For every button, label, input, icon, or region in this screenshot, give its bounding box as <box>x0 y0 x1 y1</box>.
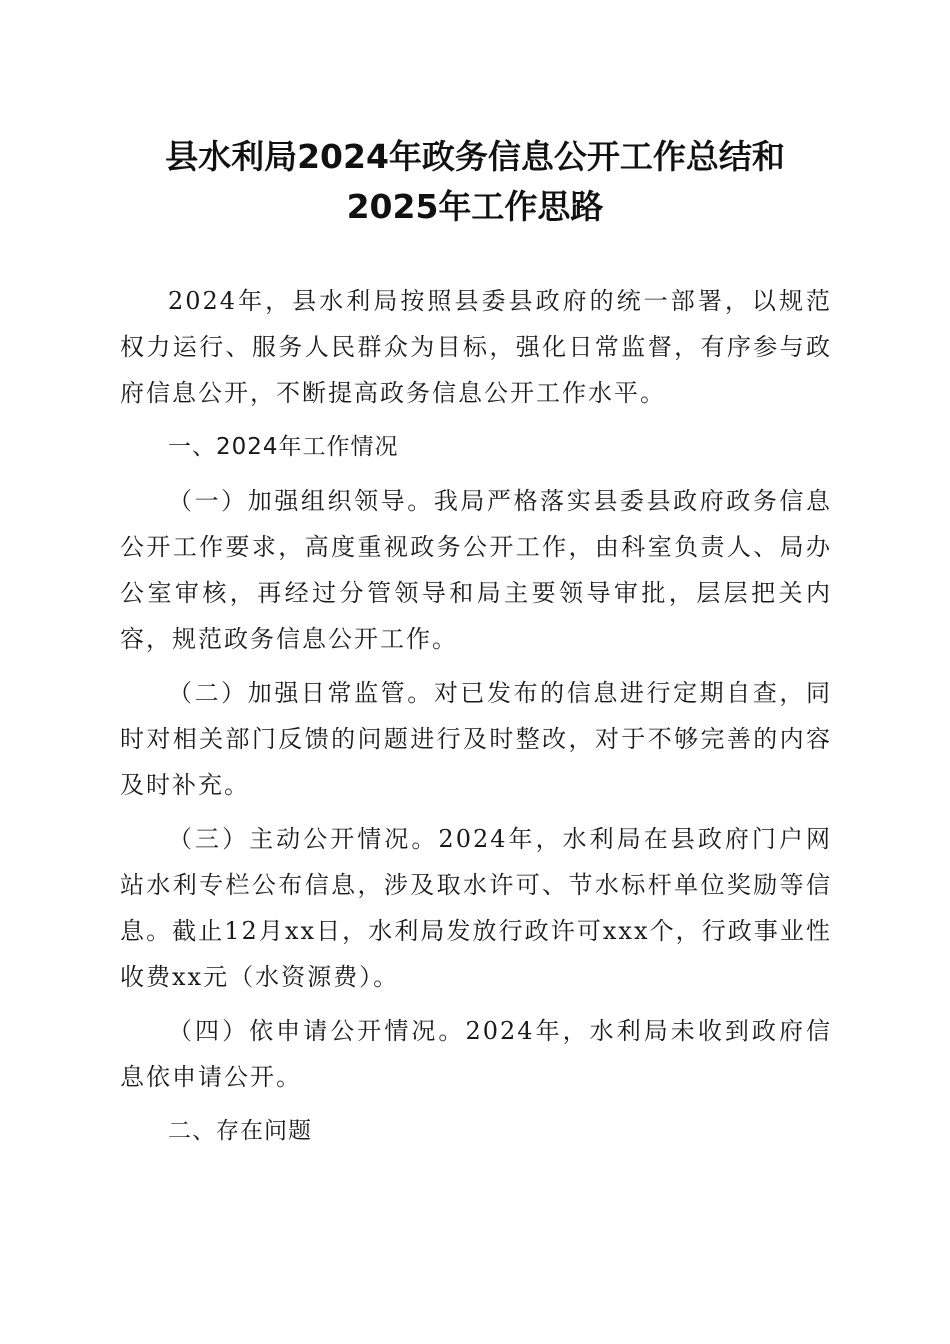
section-1-heading: 一、2024年工作情况 <box>168 434 399 460</box>
item-3-text: 2024年，水利局在县政府门户网站水利专栏公布信息，涉及取水许可、节水标杆单位奖励等信息。截止12月xx日，水利局发放行政许可xxx个，行政事业性收费xx元（水资源费）。 <box>120 825 833 991</box>
title-line-2: 2025年工作思路 <box>346 187 604 226</box>
item-4-paragraph <box>120 1008 832 1100</box>
item-4-lead: （四）依申请公开情况。 <box>168 1017 466 1045</box>
item-3-lead: （三）主动公开情况。 <box>168 825 439 853</box>
document-body <box>120 278 832 1154</box>
item-4-text: 2024年，水利局未收到政府信息依申请公开。 <box>120 1017 833 1091</box>
item-2-lead: （二）加强日常监管。 <box>168 679 434 707</box>
section-2-heading: 二、存在问题 <box>168 1118 312 1144</box>
title-line-1: 县水利局2024年政务信息公开工作总结和 <box>165 137 785 176</box>
item-1-paragraph <box>120 478 832 662</box>
item-1-lead: （一）加强组织领导。 <box>168 487 434 515</box>
intro-paragraph: 2024年，县水利局按照县委县政府的统一部署，以规范权力运行、服务人民群众为目标，强化日常监督，有序参与政府信息公开，不断提高政务信息公开工作水平。 <box>120 287 832 407</box>
item-2-text: 对已发布的信息进行定期自查，同时对相关部门反馈的问题进行及时整改，对于不够完善的内容及时补充。 <box>120 679 833 799</box>
item-3-paragraph <box>120 816 832 1000</box>
item-1-text: 我局严格落实县委县政府政务信息公开工作要求，高度重视政务公开工作，由科室负责人、局办公室审核，再经过分管领导和局主要领导审批，层层把关内容，规范政务信息公开工作。 <box>120 487 833 653</box>
document-title <box>110 132 840 232</box>
item-2-paragraph <box>120 670 832 808</box>
